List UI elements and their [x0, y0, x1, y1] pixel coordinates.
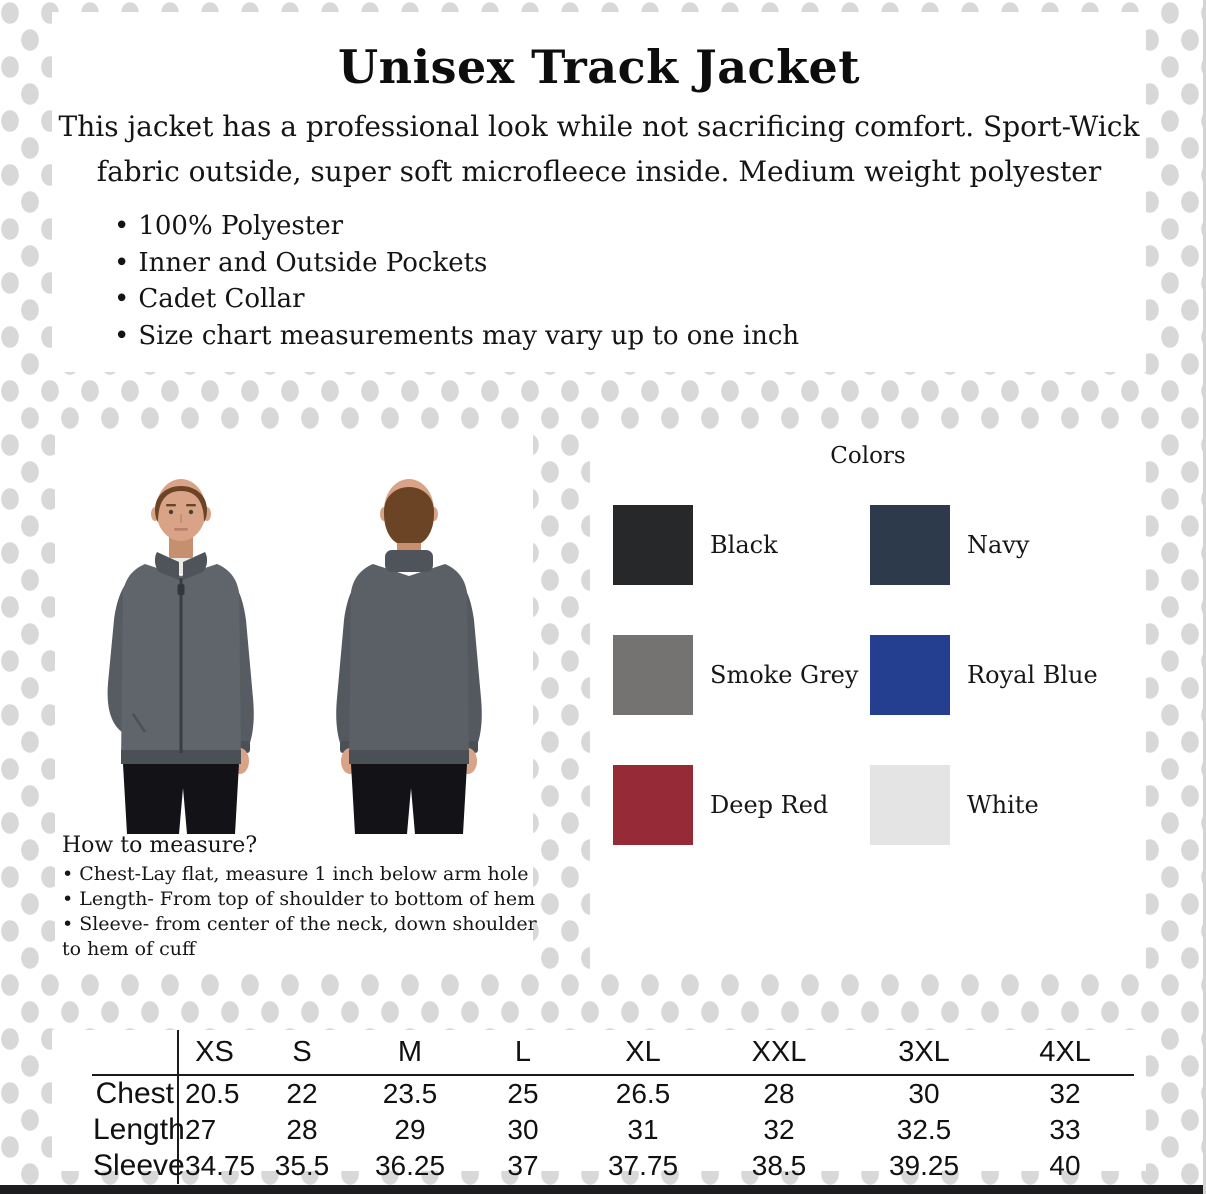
- size-cell: 33: [1049, 1114, 1081, 1145]
- color-swatch-smoke-grey: [613, 635, 693, 715]
- size-header-empty: [92, 1030, 178, 1075]
- size-row-chest: [92, 1075, 1134, 1112]
- colors-heading: Colors: [830, 443, 906, 469]
- size-cell: 30: [908, 1078, 940, 1109]
- measure-item: • Length- From top of shoulder to bottom of hem: [62, 887, 542, 912]
- size-chart-panel: [52, 1030, 1146, 1182]
- size-cell: 26.5: [615, 1078, 671, 1109]
- color-swatch-royal-blue: [870, 635, 950, 715]
- size-header: L: [514, 1035, 532, 1068]
- feature-item: • Inner and Outside Pockets: [114, 245, 1146, 282]
- size-cell: 31: [627, 1114, 659, 1145]
- color-label: White: [967, 791, 1039, 819]
- feature-item: • Cadet Collar: [114, 281, 1146, 318]
- size-header: XS: [178, 1030, 250, 1075]
- size-cell: 36.25: [374, 1150, 446, 1181]
- how-to-measure-heading: How to measure?: [62, 833, 258, 858]
- color-label: Navy: [967, 531, 1030, 559]
- size-cell: 34.75: [178, 1148, 250, 1184]
- bottom-bar: [0, 1185, 1206, 1194]
- color-label: Deep Red: [710, 791, 829, 819]
- size-header: XXL: [751, 1035, 807, 1068]
- feature-list: [114, 208, 1146, 354]
- feature-item: • Size chart measurements may vary up to one inch: [114, 318, 1146, 355]
- size-row-label: Chest: [95, 1077, 174, 1110]
- size-cell: 25: [507, 1078, 539, 1109]
- color-option-royal-blue: [870, 635, 1098, 715]
- size-cell: 35.5: [274, 1150, 330, 1181]
- size-cell: 39.25: [888, 1150, 960, 1181]
- size-row-sleeve: [92, 1148, 1134, 1184]
- size-cell: 30: [507, 1114, 539, 1145]
- feature-item: • 100% Polyester: [114, 208, 1146, 245]
- product-photos: [81, 458, 509, 838]
- size-header: 3XL: [898, 1035, 950, 1068]
- photo-panel: [55, 430, 537, 973]
- size-cell: 37.75: [607, 1150, 679, 1181]
- color-option-white: [870, 765, 1039, 845]
- color-swatch-black: [613, 505, 693, 585]
- how-to-measure-section: [62, 833, 542, 962]
- intro-panel: [52, 12, 1146, 372]
- color-swatch-deep-red: [613, 765, 693, 845]
- size-header: S: [292, 1035, 312, 1068]
- size-header: XL: [625, 1035, 661, 1068]
- measure-item: • Chest-Lay flat, measure 1 inch below arm hole: [62, 862, 542, 887]
- description-line: This jacket has a professional look while not sacrificing comfort. Sport-Wick: [58, 110, 1140, 143]
- measure-item: • Sleeve- from center of the neck, down shoulder to hem of cuff: [62, 912, 542, 962]
- size-cell: 28: [763, 1078, 795, 1109]
- size-cell: 28: [286, 1114, 318, 1145]
- size-cell: 37: [507, 1150, 539, 1181]
- color-swatch-navy: [870, 505, 950, 585]
- product-photo-front-view: [81, 458, 281, 838]
- color-option-smoke-grey: [613, 635, 858, 715]
- size-cell: 38.5: [751, 1150, 807, 1181]
- size-cell: 23.5: [382, 1078, 438, 1109]
- color-label: Royal Blue: [967, 661, 1098, 689]
- page-title: Unisex Track Jacket: [338, 40, 860, 94]
- size-row-length: [92, 1112, 1134, 1148]
- product-photo-back-view: [309, 458, 509, 838]
- size-row-label: Sleeve: [93, 1149, 185, 1182]
- measure-list: [62, 862, 542, 962]
- colors-panel: [590, 430, 1146, 973]
- description-line: fabric outside, super soft microfleece inside. Medium weight polyester: [96, 155, 1102, 188]
- size-cell: 32: [763, 1114, 795, 1145]
- product-description: [52, 104, 1146, 194]
- size-cell: 32.5: [896, 1114, 952, 1145]
- size-header: M: [397, 1035, 423, 1068]
- size-cell: 27: [178, 1112, 250, 1148]
- size-chart-table: [92, 1030, 1134, 1184]
- size-cell: 40: [1049, 1150, 1081, 1181]
- color-swatch-white: [870, 765, 950, 845]
- color-option-navy: [870, 505, 1029, 585]
- size-header: 4XL: [1039, 1035, 1091, 1068]
- size-cell: 32: [1049, 1078, 1081, 1109]
- size-header-row: [92, 1030, 1134, 1075]
- size-cell: 20.5: [178, 1075, 250, 1112]
- size-row-label: Length: [93, 1113, 185, 1146]
- color-option-black: [613, 505, 778, 585]
- color-option-deep-red: [613, 765, 828, 845]
- color-label: Smoke Grey: [710, 661, 859, 689]
- color-label: Black: [710, 531, 778, 559]
- size-cell: 22: [286, 1078, 318, 1109]
- size-cell: 29: [394, 1114, 426, 1145]
